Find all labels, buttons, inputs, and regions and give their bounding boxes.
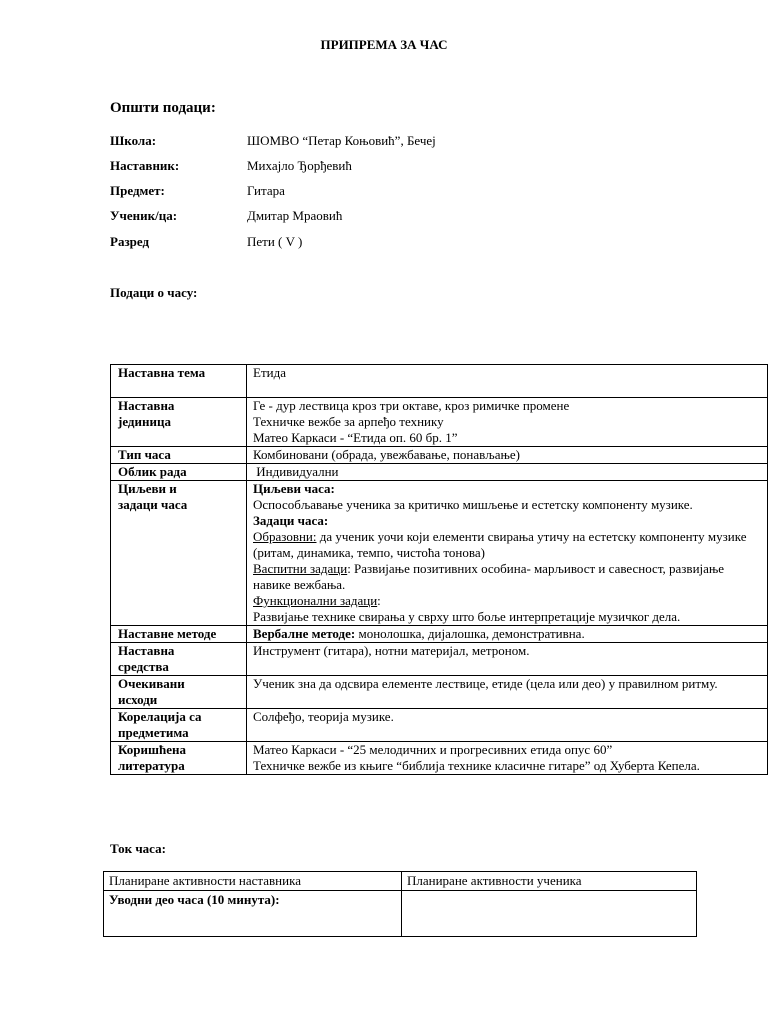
column-header-teacher: Планиране активности наставника — [104, 872, 402, 891]
info-value: Пети ( V ) — [247, 234, 303, 249]
label-line: Наставна — [118, 643, 175, 658]
value-line: Матео Каркаси - “Етида оп. 60 бр. 1” — [253, 430, 458, 445]
table-row — [111, 365, 768, 398]
task-text: : Развијање позитивних особина- марљивост и савесност, развијање навике вежбања. — [253, 561, 725, 592]
table-row — [111, 742, 768, 775]
row-value: Солфеђо, теорија музике. — [247, 709, 768, 742]
lesson-flow-table — [103, 871, 697, 937]
info-value: ШОМВО “Петар Коњовић”, Бечеј — [247, 133, 436, 148]
row-label — [111, 481, 247, 626]
label-line: Наставна — [118, 398, 175, 413]
table-row — [104, 891, 697, 937]
info-label: Предмет: — [110, 183, 165, 198]
task-text: Развијање технике свирања у сврху што боље интерпретације музичког дела. — [253, 609, 681, 624]
info-row-teacher — [110, 158, 710, 174]
functional-task — [253, 593, 761, 609]
label-line: Очекивани — [118, 676, 185, 691]
info-value: Дмитар Мраовић — [247, 208, 343, 223]
row-label — [111, 676, 247, 709]
info-value: Гитара — [247, 183, 285, 198]
row-value: Инструмент (гитара), нотни материјал, метроном. — [247, 643, 768, 676]
intro-part-cell: Уводни део часа (10 минута): — [104, 891, 402, 937]
info-value: Михајло Ђорђевић — [247, 158, 352, 173]
label-line: задаци часа — [118, 497, 188, 512]
row-label: Наставне методе — [111, 626, 247, 643]
lesson-flow-heading: Ток часа: — [110, 841, 166, 856]
value-line: Матео Каркаси - “25 мелодичних и прогресивних етида опус 60” — [253, 742, 613, 757]
value-bold: Вербалне методе: — [253, 626, 356, 641]
task-colon: : — [377, 593, 381, 608]
label-line: јединица — [118, 414, 171, 429]
document-title: ПРИПРЕМА ЗА ЧАС — [320, 37, 448, 52]
value-text: монолошка, дијалошка, демонстративна. — [355, 626, 585, 641]
table-row — [111, 643, 768, 676]
row-value — [247, 481, 768, 626]
table-header-row — [104, 872, 697, 891]
label-line: литература — [118, 758, 185, 773]
table-row — [111, 447, 768, 464]
value-line: Техничке вежбе из књиге “библија технике класичне гитаре” од Хуберта Кепела. — [253, 758, 700, 773]
row-value: Ученик зна да одсвира елементе лествице, етиде (цела или део) у правилном ритму. — [247, 676, 768, 709]
row-label — [111, 709, 247, 742]
table-row — [111, 676, 768, 709]
info-row-school — [110, 133, 710, 149]
general-info-heading: Општи подаци: — [110, 100, 216, 116]
goals-heading: Циљеви часа: — [253, 481, 335, 496]
table-row — [111, 709, 768, 742]
info-row-student — [110, 208, 710, 224]
tasks-heading: Задаци часа: — [253, 513, 329, 528]
lesson-info-heading: Подаци о часу: — [110, 285, 198, 300]
row-label: Облик рада — [111, 464, 247, 481]
task-label: Функционални задаци — [253, 593, 378, 608]
task-label: Образовни: — [253, 529, 317, 544]
info-label: Разред — [110, 234, 150, 249]
row-label: Тип часа — [111, 447, 247, 464]
row-label — [111, 398, 247, 447]
label-line: предметима — [118, 725, 189, 740]
label-line: средства — [118, 659, 169, 674]
row-label — [111, 742, 247, 775]
info-label: Ученик/ца: — [110, 208, 178, 223]
educational-task — [253, 529, 761, 561]
row-value: Индивидуални — [247, 464, 768, 481]
row-value: Етида — [247, 365, 768, 398]
value-line: Ге - дур лествица кроз три октаве, кроз римичке промене — [253, 398, 570, 413]
task-text: да ученик уочи који елементи свирања утичу на естетску компоненту музике (ритам, динамика, темпо, чистоћа тонова) — [253, 529, 747, 560]
task-label: Васпитни задаци — [253, 561, 348, 576]
label-line: Корелација са — [118, 709, 202, 724]
value-line: Техничке вежбе за арпеђо технику — [253, 414, 444, 429]
row-value — [247, 742, 768, 775]
lesson-table — [110, 364, 768, 775]
label-line: Циљеви и — [118, 481, 177, 496]
label-line: исходи — [118, 692, 158, 707]
column-header-student: Планиране активности ученика — [402, 872, 697, 891]
goals-text: Оспособљавање ученика за критичко мишљење и естетску компоненту музике. — [253, 497, 693, 512]
row-value — [247, 398, 768, 447]
table-row — [111, 626, 768, 643]
info-row-grade — [110, 234, 710, 250]
table-row — [111, 481, 768, 626]
row-value — [247, 626, 768, 643]
info-label: Наставник: — [110, 158, 180, 173]
row-label: Наставна тема — [111, 365, 247, 398]
empty-cell — [402, 891, 697, 937]
table-row — [111, 464, 768, 481]
upbringing-task — [253, 561, 761, 593]
row-label — [111, 643, 247, 676]
table-row — [111, 398, 768, 447]
info-row-subject — [110, 183, 710, 199]
row-value: Комбиновани (обрада, увежбавање, понављање) — [247, 447, 768, 464]
label-line: Коришћена — [118, 742, 186, 757]
info-label: Школа: — [110, 133, 157, 148]
